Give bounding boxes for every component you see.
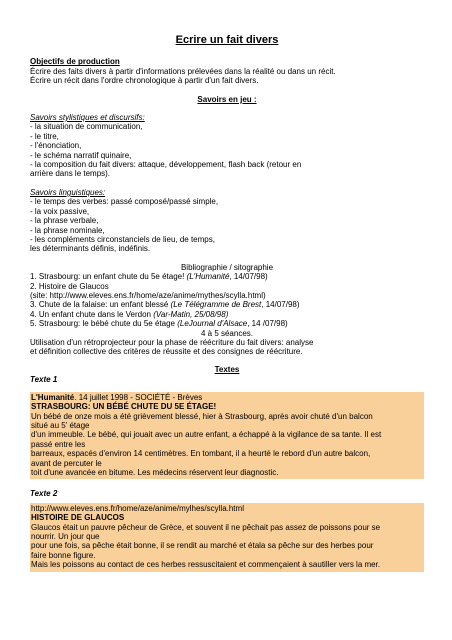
biblio-item: (site: http://www.eleves.ens.fr/home/aze/anime/mythes/scylla.html) — [30, 290, 266, 300]
texte-line: Glaucos était un pauvre pêcheur de Grèce, et souvent il ne pêchait pas assez de poissons pour se — [31, 522, 381, 532]
texte-2-box — [30, 503, 424, 572]
list-item: - la situation de communication, — [30, 122, 143, 132]
texte-1-box — [30, 392, 424, 480]
list-item: - le titre, — [30, 131, 59, 141]
texte-line: pour une fois, sa pêche était bonne, il se rendit au marché et étala sa pêche sur des herbes pour — [31, 541, 374, 551]
texte-line: d'un immeuble. Le bébé, qui jouait avec un autre enfant, a échappé à la vigilance de sa tante. Il est — [31, 430, 382, 440]
bibliographie-section — [30, 263, 424, 357]
texte-1-label: Texte 1 — [30, 374, 58, 384]
objectifs-heading: Objectifs de production — [30, 57, 120, 67]
linguistiques-heading: Savoirs linguistiques: — [30, 187, 106, 197]
texte-line: barreaux, espacés d'environ 14 centimètres. En tombant, il a heurté le rebord d'un autre balcon, — [31, 449, 371, 459]
texte-1-headline: STRASBOURG: UN BÉBÉ CHUTE DU 5E ÉTAGE! — [31, 402, 217, 412]
biblio-item: 4. Un enfant chute dans le Verdon (Var-Matin, 25/08/98) — [30, 309, 229, 319]
texte-2-headline: HISTOIRE DE GLAUCOS — [31, 513, 125, 523]
texte-2-url: http://www.eleves.ens.fr/home/aze/anime/mylhes/scylla.html — [31, 503, 244, 513]
biblio-item: 2. Histoire de Glaucos — [30, 281, 109, 291]
texte-line: Mais les poissons au contact de ces herbes ressuscitaient et commençaient à sautiller vers la mer. — [31, 560, 381, 570]
bibliographie-heading: Bibliographie / sitographie — [180, 262, 274, 272]
list-item: les déterminants définis, indéfinis. — [30, 244, 151, 254]
texte-line: Un bébé de onze mois a été grièvement blessé, hier à Strasbourg, après avoir chuté d'un balcon — [31, 411, 373, 421]
texte-line: toit d'une avancée en bitume. Les médecins réservent leur diagnostic. — [31, 468, 279, 478]
document-page — [30, 36, 424, 572]
texte-2-label: Texte 2 — [30, 489, 58, 499]
texte-1-source: L'Humanité. 14 juillet 1998 - SOCIÉTÉ - Brèves — [31, 392, 203, 402]
list-item: - les compléments circonstanciels de lieu, de temps, — [30, 234, 215, 244]
usage-line: et définition collective des critères de réussite et des consignes de réécriture. — [30, 347, 303, 357]
savoirs-stylistiques-section — [30, 113, 424, 179]
objectifs-section — [30, 57, 424, 85]
list-item: - la phrase nominale, — [30, 225, 105, 235]
objectifs-line: Écrire des faits divers à partir d'informations prélevées dans la réalité ou dans un récit. — [30, 66, 336, 76]
list-item: - la composition du fait divers: attaque, développement, flash back (retour en — [30, 160, 302, 170]
savoirs-heading: Savoirs en jeu : — [197, 94, 257, 104]
biblio-item: 1. Strasbourg: un enfant chute du 5e étage! (L'Humanité, 14/07/98) — [30, 272, 268, 282]
list-item: - l'énonciation, — [30, 141, 82, 151]
stylistiques-heading: Savoirs stylistiques et discursifs: — [30, 113, 145, 123]
usage-line: Utilisation d'un rétroprojecteur pour la phase de réécriture du fait divers: analyse — [30, 337, 314, 347]
texte-line: situé au 5' étage — [31, 421, 90, 430]
texte-line: nourrir. Un jour que — [31, 532, 100, 542]
textes-heading: Textes — [214, 364, 240, 374]
texte-line: faire bonne figure. — [31, 550, 96, 560]
texte-line: avant de percuter le — [31, 458, 102, 468]
texte-line: passé entre les — [31, 439, 86, 449]
objectifs-line: Écrire un récit dans l'ordre chronologique à partir d'un fait divers. — [30, 76, 259, 86]
savoirs-linguistiques-section — [30, 188, 424, 254]
list-item: - le schéma narratif quinaire, — [30, 150, 132, 160]
biblio-item: 3. Chute de la falaise: un enfant blessé (Le Télégramme de Brest, 14/07/98) — [30, 300, 300, 310]
list-item: - la phrase verbale, — [30, 216, 99, 226]
document-title: Ecrire un fait divers — [175, 34, 279, 46]
list-item: arrière dans le temps). — [30, 169, 111, 179]
textes-row — [30, 365, 424, 384]
list-item: - la voix passive, — [30, 206, 90, 216]
list-item: - le temps des verbes: passé composé/passé simple, — [30, 197, 219, 207]
seances-count: 4 à 5 séances. — [200, 328, 254, 338]
biblio-item: 5. Strasbourg: le bébé chute du 5e étage (LeJournal d'Alsace, 14 /07/98) — [30, 319, 288, 329]
